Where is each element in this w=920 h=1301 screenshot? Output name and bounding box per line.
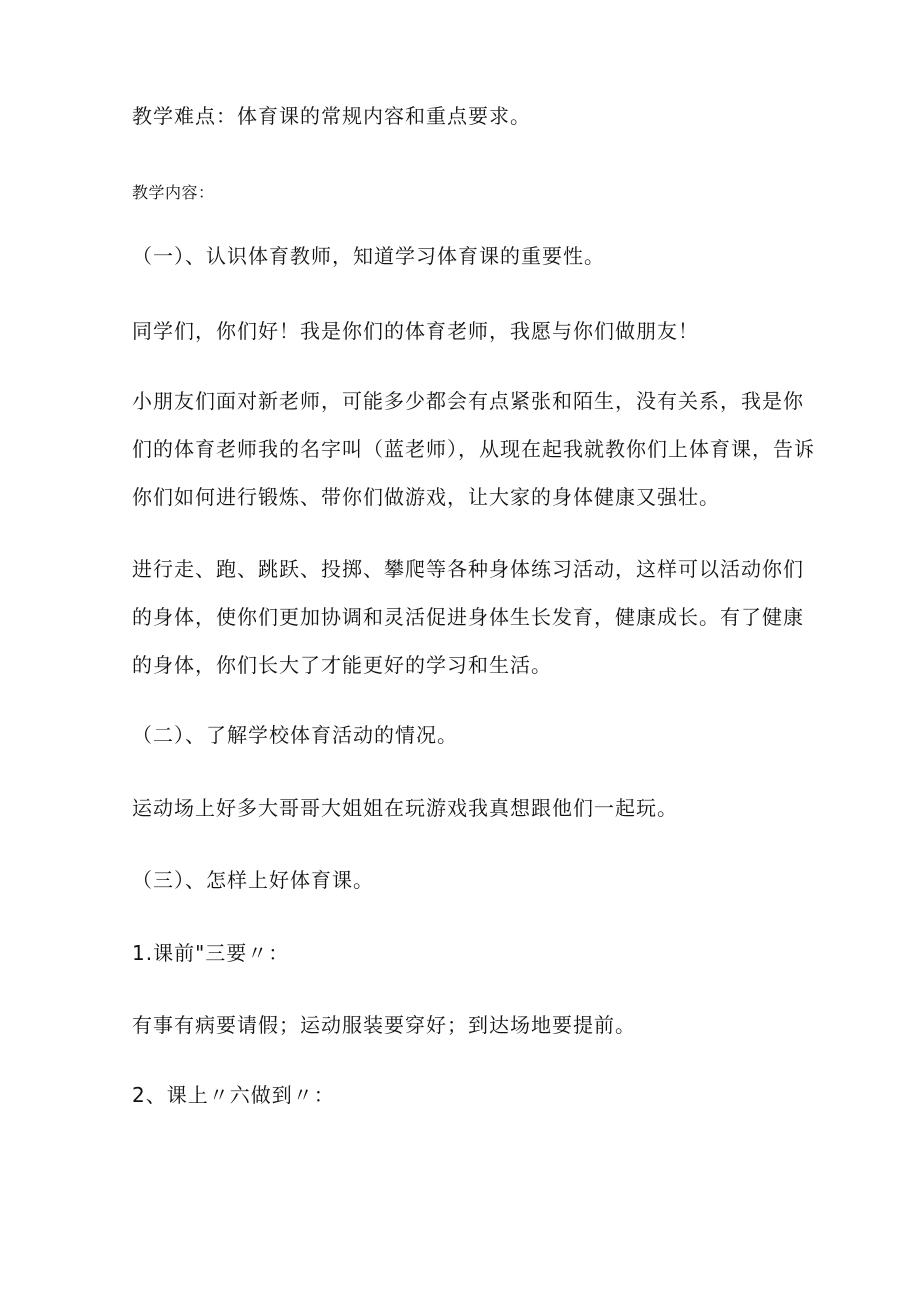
activity-paragraph-line-1: 进行走、跑、跳跃、投掷、攀爬等各种身体练习活动，这样可以活动你们 — [132, 557, 804, 581]
activity-paragraph-line-3: 的身体，你们长大了才能更好的学习和生活。 — [132, 653, 552, 677]
intro-paragraph-line-3: 你们如何进行锻炼、带你们做游戏，让大家的身体健康又强壮。 — [132, 485, 720, 509]
activity-paragraph-line-2: 的身体，使你们更加协调和灵活促进身体生长发育，健康成长。有了健康 — [132, 605, 804, 629]
teaching-content-heading: 教学内容： — [132, 183, 215, 202]
item-1-title: 1.课前"三要〃： — [132, 941, 290, 965]
section-2-title: （二）、了解学校体育活动的情况。 — [132, 723, 458, 747]
item-1-body: 有事有病要请假；运动服装要穿好；到达场地要提前。 — [132, 1013, 636, 1037]
item-2-title: 2、课上〃六做到〃： — [132, 1083, 335, 1107]
intro-paragraph-line-1: 小朋友们面对新老师，可能多少都会有点紧张和陌生，没有关系，我是你 — [132, 389, 804, 413]
section-1-title: （一）、认识体育教师，知道学习体育课的重要性。 — [132, 244, 605, 268]
section-3-title: （三）、怎样上好体育课。 — [132, 868, 374, 892]
teaching-difficulty: 教学难点：体育课的常规内容和重点要求。 — [132, 104, 531, 128]
greeting-paragraph: 同学们，你们好！我是你们的体育老师，我愿与你们做朋友！ — [132, 319, 699, 343]
intro-paragraph-line-2: 们的体育老师我的名字叫（蓝老师），从现在起我就教你们上体育课，告诉 — [132, 437, 815, 461]
playground-paragraph: 运动场上好多大哥哥大姐姐在玩游戏我真想跟他们一起玩。 — [132, 796, 678, 820]
